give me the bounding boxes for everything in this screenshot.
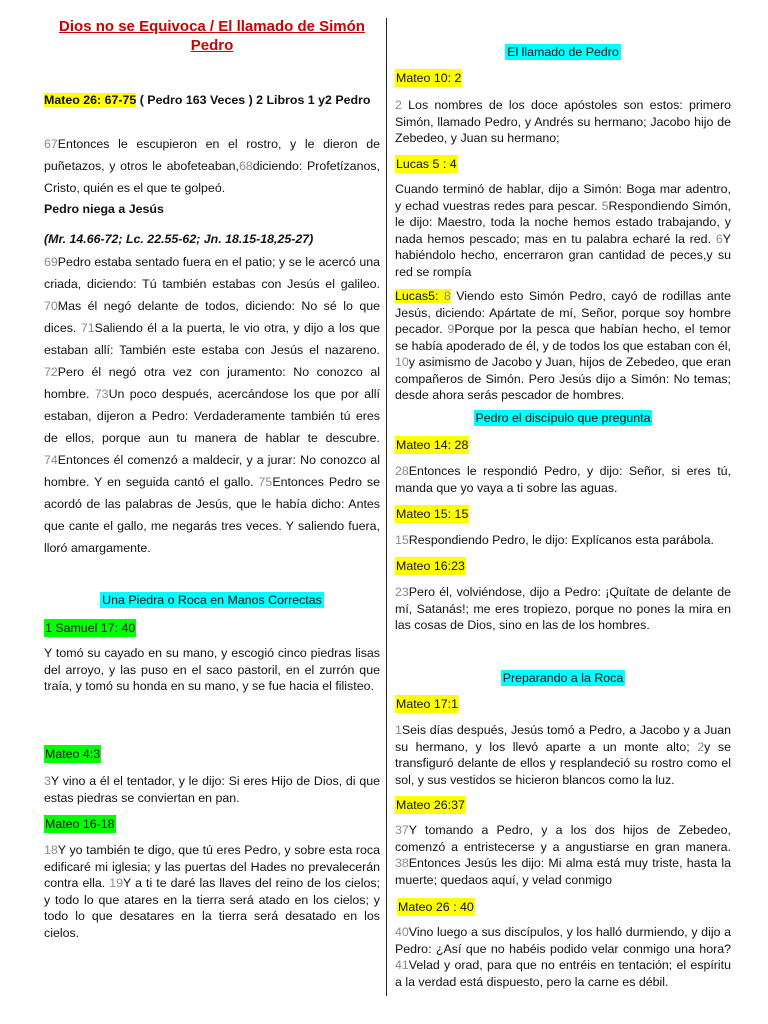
- verse-text: Los nombres de los doce apóstoles son estos: primero Simón, llamado Pedro, y Andrés su hermano; Jacobo hijo de Zebedeo, y Juan su hermano;: [395, 98, 731, 145]
- verse-text: Seis días después, Jesús tomó a Pedro, a Jacobo y a Juan su hermano, y los llevó aparte a un monte alto;: [395, 723, 731, 754]
- verse-number: 40: [395, 925, 409, 939]
- passage-mateo-10-2: [395, 97, 731, 147]
- verse-text: Respondiendo Simón, le dijo: Maestro, toda la noche hemos estado trabajando, y nada hemos pescado; mas en tu palabra echaré la red.: [395, 198, 731, 246]
- heading-text: Una Piedra o Roca en Manos Correctas: [102, 593, 322, 607]
- verse-number: 28: [395, 464, 409, 478]
- heading-text: Pedro el discípulo que pregunta: [475, 411, 651, 425]
- ref-label: Lucas 5 : 4: [396, 157, 457, 171]
- ref-mateo-14-28: [395, 436, 469, 454]
- ref-mateo-10-2: [395, 69, 462, 87]
- verse-text: Pero él, volviéndose, dijo a Pedro: ¡Quítate de delante de mí, Satanás!; me eres tropiezo, porque no pones la mira en las cosas de Dios, sino en las de los hombres.: [395, 585, 731, 632]
- verse-text: Un poco después, acercándose los que por allí estaban, dijeron a Pedro: Verdaderamente también tú eres de ellos, porque aun tu manera de hablar te descubre.: [44, 387, 380, 445]
- verse-number: 8: [438, 289, 451, 303]
- verse-number: 2: [395, 98, 402, 112]
- ref-label: 1 Samuel 17: 40: [45, 621, 136, 635]
- verse-text: Y a ti te daré las llaves del reino de los cielos; y todo lo que atares en la tierra será atado en los cielos; y todo lo que desatares en la tierra será desatado en los cielos.: [44, 876, 380, 940]
- verse-text: Entonces él comenzó a maldecir, y a jurar: No conozco al hombre. Y en seguida cantó el gallo.: [44, 453, 380, 489]
- verse-text: Pedro estaba sentado fuera en el patio; y se le acercó una criada, diciendo: Tú también estabas con Jesús el galileo.: [44, 255, 380, 291]
- section-heading-piedra: [44, 592, 380, 608]
- verse-text: Entonces Pedro se acordó de las palabras de Jesús, que le había dicho: Antes que cante el gallo, me negarás tres veces. Y saliendo fuera, lloró amargamente.: [44, 475, 380, 555]
- passage-lucas-5-8-10: [395, 288, 731, 404]
- ref-label: Mateo 26 : 40: [398, 900, 474, 914]
- ref-1-samuel-17-40: [44, 619, 136, 637]
- passage-mateo-17-1-2: [395, 722, 731, 788]
- passage-mateo-14-28: [395, 463, 731, 496]
- verse-text: Y vino a él el tentador, y le dijo: Si eres Hijo de Dios, di que estas piedras se conviertan en pan.: [44, 774, 380, 805]
- section-heading-llamado: [395, 44, 731, 60]
- passage-mateo-26-69-75: [44, 251, 380, 559]
- passage-mateo-16-18-19: [44, 842, 380, 941]
- verse-text: Y tomando a Pedro, y a los dos hijos de Zebedeo, comenzó a entristecerse y a angustiarse en gran manera.: [395, 823, 731, 854]
- ref-mateo-26-67-75: Mateo 26: 67-75: [44, 93, 137, 107]
- heading-text: Preparando a la Roca: [502, 671, 624, 685]
- passage-mateo-26-37-38: [395, 822, 731, 888]
- section-heading-pregunta: [395, 410, 731, 426]
- passage-1-samuel-17-40: Y tomó su cayado en su mano, y escogió cinco piedras lisas del arroyo, y las puso en el saco pastoril, en el zurrón que traía, y tomó su honda en su mano, y se fue hacia el filisteo.: [44, 646, 380, 693]
- ref-label: Mateo 16-18: [45, 817, 115, 831]
- ref-label: Mateo 16:23: [396, 559, 465, 573]
- verse-text: y se transfiguró delante de ellos y resplandeció su rostro como el sol, y sus vestidos se hicieron blancos como la luz.: [395, 739, 731, 787]
- passage-mateo-26-40-41: [395, 924, 731, 990]
- ref-label: Mateo 14: 28: [396, 438, 469, 452]
- passage-mateo-15-15: [395, 532, 731, 549]
- reference-heading: [44, 93, 380, 108]
- verse-number: 6: [715, 231, 723, 246]
- ref-mateo-17-1: [395, 695, 459, 713]
- heading-text: El llamado de Pedro: [507, 45, 619, 59]
- verse-number: 71: [80, 321, 95, 335]
- section-heading-niega: Pedro niega a Jesús: [44, 202, 164, 216]
- verse-number: 73: [94, 387, 109, 401]
- verse-number: 72: [44, 365, 58, 379]
- ref-label: Mateo 4:3: [45, 747, 101, 761]
- ref-mateo-26-37: [395, 796, 466, 814]
- passage-mateo-26-67-68: [44, 133, 380, 199]
- verse-text: Mas él negó delante de todos, diciendo: No sé lo que dices.: [44, 299, 380, 335]
- passage-mateo-4-3: [44, 773, 380, 806]
- verse-number: 23: [395, 585, 409, 599]
- verse-number: 67: [44, 137, 58, 151]
- verse-text: Respondiendo Pedro, le dijo: Explícanos esta parábola.: [408, 533, 714, 547]
- verse-text: Cuando terminó de hablar, dijo a Simón: Boga mar adentro, y echad vuestras redes para pescar.: [395, 182, 731, 213]
- verse-number: 19: [109, 876, 124, 890]
- verse-number: 18: [44, 843, 58, 857]
- ref-mateo-15-15: [395, 505, 469, 523]
- page-title: Dios no se Equivoca / El llamado de Simón Pedro: [59, 18, 365, 54]
- verse-text: Entonces le respondió Pedro, y dijo: Señor, si eres tú, manda que yo vaya a ti sobre las aguas.: [395, 464, 731, 495]
- verse-text: Porque por la pesca que habían hecho, el temor se había apoderado de él, y de todos los que estaban con él,: [395, 322, 732, 353]
- verse-number: 74: [44, 453, 58, 467]
- ref-label: Mateo 26:37: [396, 798, 465, 812]
- verse-number: 69: [44, 255, 58, 269]
- passage-lucas-5-4-6: [395, 181, 731, 280]
- verse-number: 5: [601, 198, 609, 213]
- ref-label: Mateo 10: 2: [396, 71, 462, 85]
- ref-mateo-4-3: [44, 745, 101, 763]
- column-divider: [386, 18, 387, 996]
- verse-text: y asimismo de Jacobo y Juan, hijos de Zebedeo, que eran compañeros de Simón. Pero Jesús dijo a Simón: No temas; desde ahora serás pescador de hombres.: [395, 355, 731, 402]
- verse-number: 2: [697, 739, 705, 754]
- verse-text: Velad y orad, para que no entréis en tentación; el espíritu a la verdad está dispuesto, pero la carne es débil.: [395, 958, 731, 989]
- verse-number: 1: [395, 723, 402, 737]
- verse-text: Vino luego a sus discípulos, y los halló durmiendo, y dijo a Pedro: ¿Así que no habéis podido velar conmigo una hora?: [395, 925, 731, 956]
- verse-number: 70: [44, 299, 58, 313]
- verse-number: 68: [238, 159, 253, 173]
- passage-mateo-16-23: [395, 584, 731, 634]
- verse-number: 41: [395, 958, 409, 972]
- verse-text: Saliendo él a la puerta, le vio otra, y dijo a los que estaban allí: También este estaba con Jesús el nazareno.: [44, 321, 380, 357]
- ref-lucas-5-4: [395, 155, 458, 173]
- ref-mateo-26-40: [397, 898, 475, 916]
- verse-text: Entonces le escupieron en el rostro, y le dieron de puñetazos, y otros le abofeteaban,: [44, 137, 380, 173]
- verse-text: Viendo esto Simón Pedro, cayó de rodillas ante Jesús, diciendo: Apártate de mí, Señor, porque soy hombre pecador.: [395, 289, 731, 336]
- ref-label: Mateo 17:1: [396, 697, 458, 711]
- verse-number: 37: [395, 823, 409, 837]
- verse-text: Y habiéndolo hecho, encerraron gran cantidad de peces,y su red se rompía: [395, 231, 731, 279]
- ref-note: ( Pedro 163 Veces ) 2 Libros 1 y2 Pedro: [136, 93, 371, 107]
- verse-text: Entonces Jesús les dijo: Mi alma está muy triste, hasta la muerte; quedaos aquí, y velad conmigo: [395, 856, 731, 887]
- verse-number: 10: [395, 355, 409, 369]
- parallel-references: (Mr. 14.66-72; Lc. 22.55-62; Jn. 18.15-18,25-27): [44, 232, 314, 246]
- verse-number: 3: [44, 774, 51, 788]
- verse-number: 38: [395, 856, 409, 870]
- verse-text: Pero él negó otra vez con juramento: No conozco al hombre.: [44, 365, 380, 401]
- ref-mateo-16-18: [44, 815, 116, 833]
- ref-mateo-16-23: [395, 557, 466, 575]
- verse-text: Y yo también te digo, que tú eres Pedro, y sobre esta roca edificaré mi iglesia; y las puertas del Hades no prevalecerán contra ella.: [44, 843, 380, 890]
- verse-number: 15: [395, 533, 409, 547]
- verse-text: diciendo: Profetízanos, Cristo, quién es el que te golpeó.: [44, 159, 380, 195]
- verse-number: 75: [258, 475, 273, 489]
- ref-label: Mateo 15: 15: [396, 507, 469, 521]
- verse-number: 9: [447, 322, 455, 336]
- ref-lucas-5-8: Lucas5:: [395, 289, 439, 303]
- section-heading-roca: [395, 670, 731, 686]
